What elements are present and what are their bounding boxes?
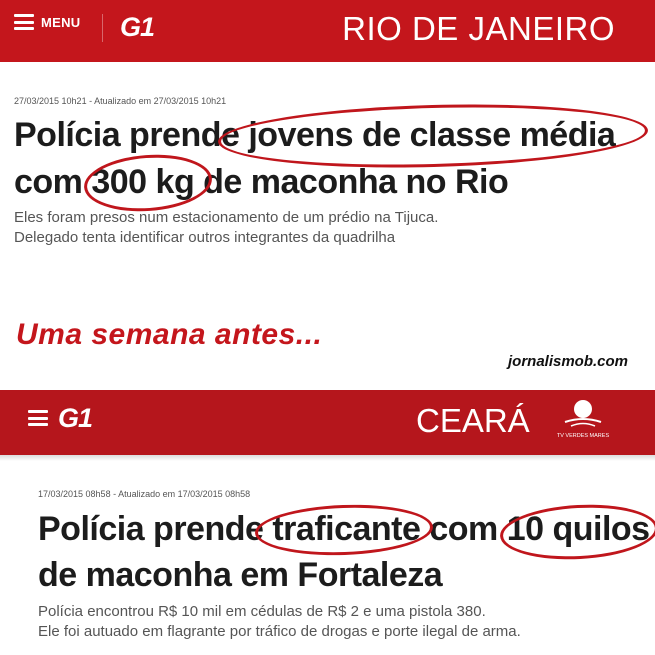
menu-button[interactable] [14,14,80,30]
tv-verdes-mares-logo [553,398,613,440]
article-headline-line2[interactable]: com 300 kg de maconha no Rio [14,163,509,201]
header-shadow [0,455,655,461]
comparison-caption: Uma semana antes... [16,318,323,351]
watermark: jornalismob.com [508,353,629,370]
g1-logo[interactable]: G1 [120,12,155,42]
article-subtitle-line1: Eles foram presos num estacionamento de um prédio na Tijuca. [14,209,439,226]
header-divider [102,14,103,42]
region-title: RIO DE JANEIRO [342,10,615,47]
menu-label: MENU [41,14,81,30]
article-timestamp: 27/03/2015 10h21 - Atualizado em 27/03/2015 10h21 [14,96,227,106]
article-subtitle-line2: Delegado tenta identificar outros integrantes da quadrilha [14,229,396,246]
article-headline-line1[interactable]: Polícia prende traficante com 10 quilos [38,510,650,548]
g1-logo[interactable]: G1 [58,403,93,433]
hamburger-icon [14,14,34,30]
tv-logo-text: TV VERDES MARES [556,433,610,439]
article-timestamp: 17/03/2015 08h58 - Atualizado em 17/03/2015 08h58 [38,489,251,499]
article-headline-line1[interactable]: Polícia prende jovens de classe média [14,116,616,154]
article-headline-line2[interactable]: de maconha em Fortaleza [38,556,443,594]
article-subtitle-line1: Polícia encontrou R$ 10 mil em cédulas de R$ 2 e uma pistola 380. [38,603,486,620]
region-title: CEARÁ [416,402,530,439]
hamburger-icon[interactable] [28,410,48,426]
article-subtitle-line2: Ele foi autuado em flagrante por tráfico de drogas e porte ilegal de arma. [38,623,521,640]
